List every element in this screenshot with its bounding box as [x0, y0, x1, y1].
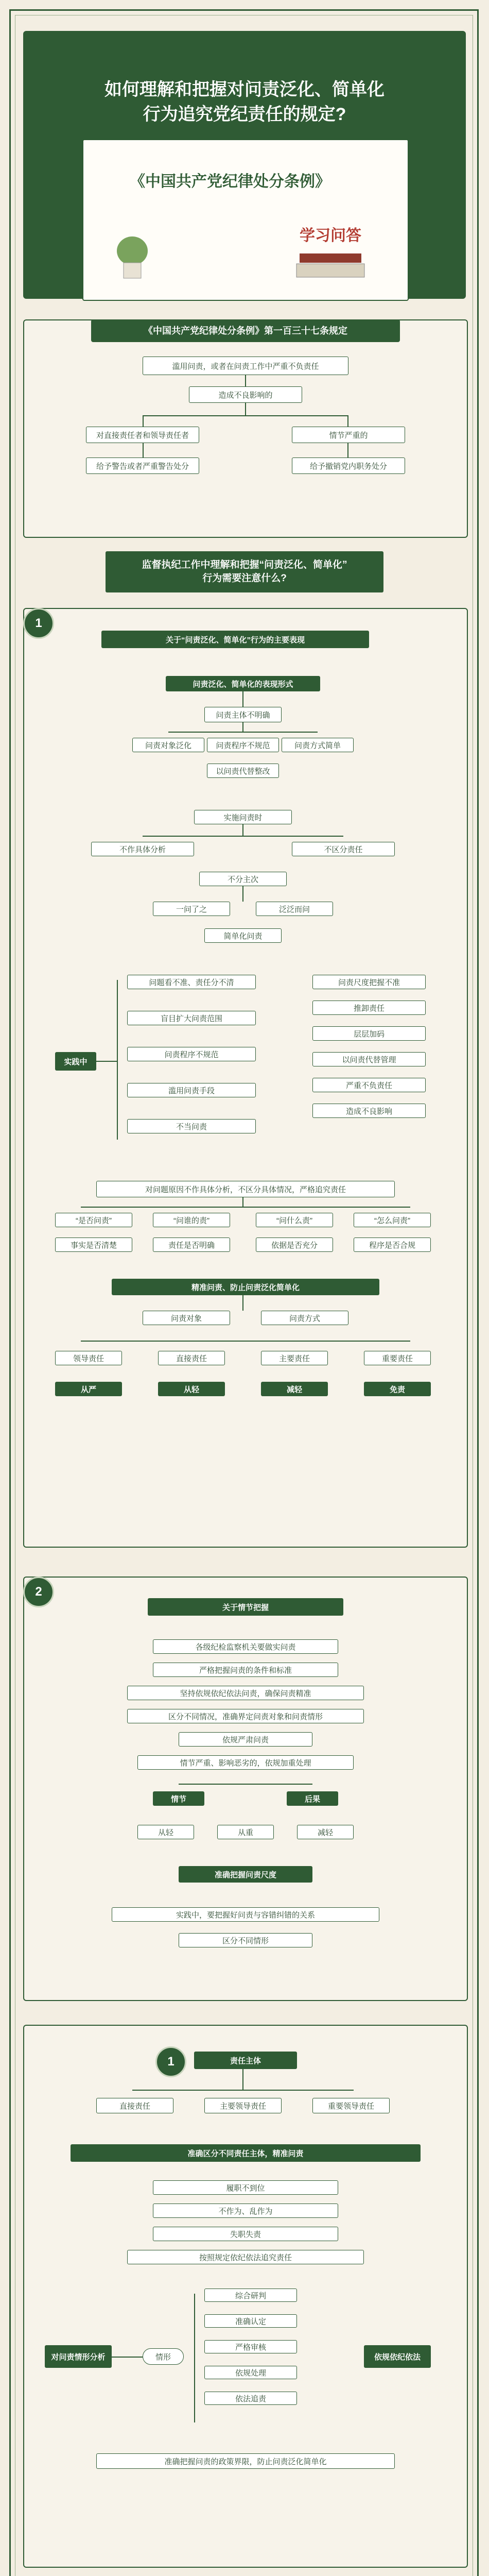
article-left-box-1: 对直接责任者和领导责任者: [86, 427, 199, 443]
practice-right-5: 严重不负责任: [312, 1078, 426, 1092]
practice-item-3: 问责程序不规范: [127, 1047, 256, 1061]
node-simplified: 简单化问责: [204, 928, 282, 943]
precise-accountability-bar: 精准问责、防止问责泛化简单化: [112, 1279, 379, 1295]
mitigate-box: 减轻: [297, 1825, 354, 1839]
duty-not-fulfilled: 履职不到位: [153, 2180, 338, 2195]
situation-analysis-label: 对问责情形分析: [45, 2345, 112, 2368]
practice-item-2: 盲目扩大问责范围: [127, 1011, 256, 1025]
rules-law-box: 依规依纪依法: [364, 2345, 431, 2368]
section1-heading-line2: 行为需要注意什么?: [202, 573, 287, 584]
node-no-priority: 不分主次: [199, 872, 287, 886]
node-when-accountable: 实施问责时: [194, 810, 292, 824]
article-right-box-1: 情节严重的: [292, 427, 405, 443]
section2-bar: 关于情节把握: [148, 1598, 343, 1616]
accurate-determination: 准确认定: [204, 2314, 297, 2328]
resp-main: 主要责任: [261, 1351, 328, 1365]
tag-lenient: 从轻: [158, 1382, 225, 1396]
book-title: 《中国共产党纪律处分条例》: [130, 173, 330, 190]
situation-node: 情形: [143, 2348, 184, 2365]
resp-direct: 直接责任: [158, 1351, 225, 1365]
article-mid-box: 造成不良影响的: [189, 386, 302, 403]
important-leader-resp: 重要领导责任: [312, 2098, 390, 2113]
cover-card: [82, 139, 409, 301]
practice-right-2: 推卸责任: [312, 1001, 426, 1015]
node-subject-unclear: 问责主体不明确: [204, 707, 282, 722]
tag-reduce: 减轻: [261, 1382, 328, 1396]
handle-by-rules: 依规处理: [204, 2366, 297, 2379]
title-line-1: 如何理解和把握对问责泛化、简单化: [104, 80, 385, 99]
section1-heading: [106, 551, 383, 592]
strict-review: 严格审核: [204, 2340, 297, 2353]
check-basis: 依据是否充分: [256, 1238, 333, 1252]
section3-bar: 责任主体: [194, 2052, 297, 2069]
resp-important: 重要责任: [364, 1351, 431, 1365]
tag-exempt: 免责: [364, 1382, 431, 1396]
emphasis-1: 各级纪检监察机关要做实问责: [153, 1639, 338, 1654]
pursue-per-rules: 按照规定依纪依法追究责任: [127, 2250, 364, 2264]
distinguish-note: 区分不同情形: [179, 1933, 312, 1947]
distinguish-subjects-bar: 准确区分不同责任主体，精准问责: [71, 2144, 421, 2162]
check-responsibility: 责任是否明确: [153, 1238, 230, 1252]
relation-note: 实践中，要把握好问责与容错纠错的关系: [112, 1907, 379, 1922]
emphasis-4: 区分不同情况，准确界定问责对象和问责情形: [127, 1709, 364, 1723]
section1-heading-line1: 监督执纪工作中理解和把握“问责泛化、简单化”: [142, 560, 347, 570]
node-no-distinguish: 不区分责任: [292, 842, 395, 856]
check-facts: 事实是否清楚: [55, 1238, 132, 1252]
section1-badge: 1: [23, 608, 54, 639]
section-2: [23, 1577, 468, 2001]
emphasis-3: 坚持依规依纪依法问责，确保问责精准: [127, 1686, 364, 1700]
node-replace-rectify: 以问责代替整改: [207, 764, 279, 778]
tag-strict: 从严: [55, 1382, 122, 1396]
emphasis-5: 依规严肃问责: [179, 1732, 312, 1747]
node-ask-and-done: 一问了之: [153, 902, 230, 916]
check-procedure: 程序是否合规: [354, 1238, 431, 1252]
analysis-box: 对问题原因不作具体分析，不区分具体情况，严格追究责任: [96, 1181, 395, 1197]
emphasis-2: 严格把握问责的条件和标准: [153, 1663, 338, 1677]
practice-right-3: 层层加码: [312, 1026, 426, 1041]
policy-boundary-note: 准确把握问责的政策界限，防止问责泛化简单化: [96, 2453, 395, 2469]
practice-item-5: 不当问责: [127, 1119, 256, 1133]
scale-result: 准确把握问责尺度: [179, 1866, 312, 1883]
lighter-box: 从轻: [137, 1825, 194, 1839]
question-whether: “是否问责”: [55, 1213, 132, 1227]
article-heading: 《中国共产党纪律处分条例》第一百三十七条规定: [91, 319, 400, 342]
main-leader-resp: 主要领导责任: [204, 2098, 282, 2113]
practice-label: 实践中: [55, 1052, 96, 1071]
node-broad-ask: 泛泛而问: [256, 902, 333, 916]
accountability-method: 问责方式: [261, 1311, 348, 1325]
section-3: [23, 2025, 468, 2568]
direct-resp: 直接责任: [96, 2098, 173, 2113]
plant-icon: [114, 233, 150, 279]
section3-badge: 1: [155, 2046, 186, 2077]
title-line-2: 行为追究党纪责任的规定?: [143, 105, 346, 124]
books-icon: [294, 248, 366, 279]
question-how: “怎么问责”: [354, 1213, 431, 1227]
practice-right-6: 造成不良影响: [312, 1104, 426, 1118]
circumstance-tag: 情节: [153, 1791, 204, 1806]
section2-badge: 2: [23, 1577, 54, 1607]
section1-bar: 关于“问责泛化、简单化”行为的主要表现: [101, 631, 369, 648]
node-method-simple: 问责方式简单: [282, 738, 354, 752]
section-article: [23, 319, 468, 538]
accountability-object: 问责对象: [143, 1311, 230, 1325]
node-procedure: 问责程序不规范: [207, 738, 279, 752]
comprehensive-judgment: 综合研判: [204, 2289, 297, 2302]
resp-leader: 领导责任: [55, 1351, 122, 1365]
section1-subtitle: 问责泛化、简单化的表现形式: [166, 676, 320, 691]
dereliction: 失职失责: [153, 2227, 338, 2241]
article-top-box: 滥用问责，或者在问责工作中严重不负责任: [143, 357, 348, 375]
node-object-broad: 问责对象泛化: [132, 738, 204, 752]
emphasis-6: 情节严重、影响恶劣的，依规加重处理: [137, 1755, 354, 1770]
article-right-box-2: 给予撤销党内职务处分: [292, 457, 405, 474]
question-what: “问什么责”: [256, 1213, 333, 1227]
practice-item-4: 滥用问责手段: [127, 1083, 256, 1097]
practice-right-4: 以问责代替管理: [312, 1052, 426, 1066]
article-left-box-2: 给予警告或者严重警告处分: [86, 457, 199, 474]
practice-right-1: 问责尺度把握不准: [312, 975, 426, 989]
node-no-analysis: 不作具体分析: [91, 842, 194, 856]
consequence-tag: 后果: [287, 1791, 338, 1806]
heavier-box: 从重: [217, 1825, 274, 1839]
pursue-by-law: 依法追责: [204, 2392, 297, 2405]
question-whom: “问谁的责”: [153, 1213, 230, 1227]
book-subtitle: 学习问答: [300, 227, 361, 244]
section-1: [23, 608, 468, 1548]
inaction: 不作为、乱作为: [153, 2204, 338, 2218]
practice-item-1: 问题看不准、责任分不清: [127, 975, 256, 989]
page-title: [23, 77, 466, 127]
